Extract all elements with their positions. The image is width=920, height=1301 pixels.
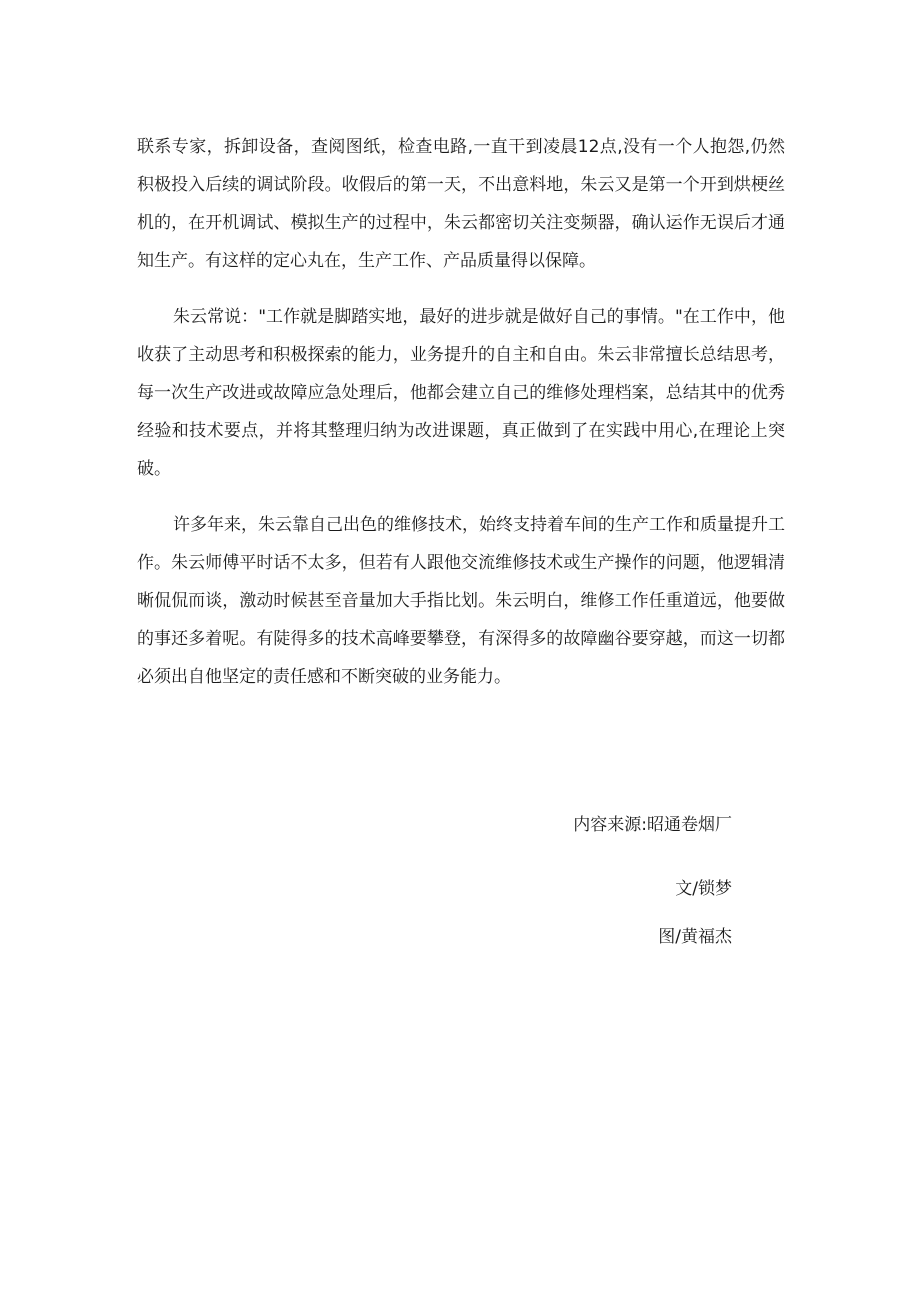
- article-body: [137, 128, 785, 696]
- article-credits: [573, 812, 732, 950]
- content-source: 内容来源:昭通卷烟厂: [573, 815, 732, 835]
- paragraph-conclusion: 许多年来，朱云靠自己出色的维修技术，始终支持着车间的生产工作和质量提升工作。朱云师傅平时话不太多，但若有人跟他交流维修技术或生产操作的问题，他逻辑清晰侃侃而谈，激动时候甚至音量加大手指比划。朱云明白，维修工作任重道远，他要做的事还多着呢。有陡得多的技术高峰要攀登，有深得多的故障幽谷要穿越，而这一切都必须出自他坚定的责任感和不断突破的业务能力。: [137, 515, 785, 687]
- text-author: 文/锁梦: [675, 879, 732, 899]
- photo-author: 图/黄福杰: [658, 927, 732, 947]
- paragraph-quote: 朱云常说："工作就是脚踏实地，最好的进步就是做好自己的事情。"在工作中，他收获了主动思考和积极探索的能力，业务提升的自主和自由。朱云非常擅长总结思考，每一次生产改进或故障应急处理后，他都会建立自己的维修处理档案，总结其中的优秀经验和技术要点，并将其整理归纳为改进课题，真正做到了在实践中用心,在理论上突破。: [137, 307, 785, 479]
- paragraph-continuation: 联系专家，拆卸设备，查阅图纸，检查电路,一直干到凌晨12点,没有一个人抱怨,仍然积极投入后续的调试阶段。收假后的第一天，不出意料地，朱云又是第一个开到烘梗丝机的，在开机调试、模拟生产的过程中，朱云都密切关注变频器，确认运作无误后才通知生产。有这样的定心丸在，生产工作、产品质量得以保障。: [137, 137, 785, 271]
